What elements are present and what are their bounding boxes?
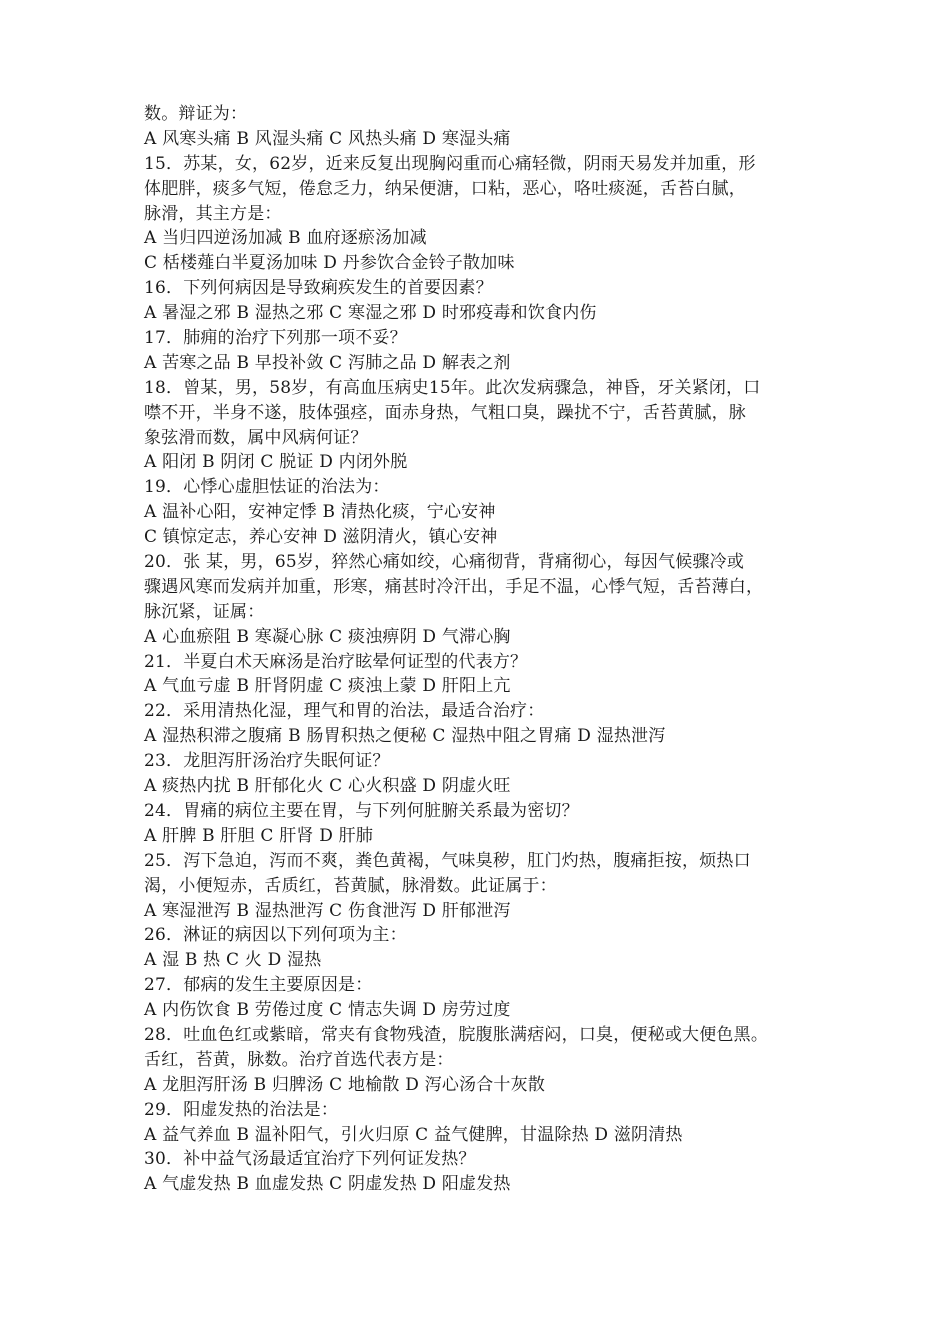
question-26: 26．淋证的病因以下列何项为主： bbox=[144, 925, 407, 946]
question-21: 21．半夏白术天麻汤是治疗眩晕何证型的代表方？ bbox=[144, 651, 528, 672]
answer-options: A 气血亏虚 B 肝肾阴虚 C 痰浊上蒙 D 肝阳上亢 bbox=[144, 676, 511, 697]
answer-options: A 风寒头痛 B 风湿头痛 C 风热头痛 D 寒湿头痛 bbox=[144, 128, 511, 149]
question-22: 22．采用清热化湿，理气和胃的治法，最适合治疗： bbox=[144, 701, 545, 722]
text-line: 噤不开，半身不遂，肢体强痉，面赤身热，气粗口臭，躁扰不宁，舌苔黄腻，脉 bbox=[144, 402, 746, 423]
question-29: 29．阳虚发热的治法是： bbox=[144, 1099, 339, 1120]
answer-options: C 镇惊定志，养心安神 D 滋阴清火，镇心安神 bbox=[144, 527, 498, 548]
text-line: 数。辩证为： bbox=[144, 104, 248, 124]
question-25: 25．泻下急迫，泻而不爽，粪色黄褐，气味臭秽，肛门灼热，腹痛拒按，烦热口 bbox=[144, 850, 751, 871]
question-20: 20．张 某，男，65岁，猝然心痛如绞，心痛彻背，背痛彻心，每因气候骤冷或 bbox=[144, 552, 745, 573]
answer-options: A 温补心阳，安神定悸 B 清热化痰，宁心安神 bbox=[144, 502, 496, 523]
question-17: 17．肺痈的治疗下列那一项不妥？ bbox=[144, 328, 407, 349]
question-23: 23．龙胆泻肝汤治疗失眠何证？ bbox=[144, 751, 390, 772]
text-line: 骤遇风寒而发病并加重，形寒，痛甚时冷汗出，手足不温，心悸气短，舌苔薄白， bbox=[144, 576, 764, 597]
text-line: 舌红，苔黄，脉数。治疗首选代表方是： bbox=[144, 1049, 454, 1070]
question-18: 18．曾某，男，58岁，有高血压病史15年。此次发病骤急，神昏，牙关紧闭，口 bbox=[144, 377, 761, 398]
text-line: 脉沉紧，证属： bbox=[144, 601, 265, 622]
answer-options: A 暑湿之邪 B 湿热之邪 C 寒湿之邪 D 时邪疫毒和饮食内伤 bbox=[144, 303, 597, 324]
question-24: 24．胃痛的病位主要在胃，与下列何脏腑关系最为密切？ bbox=[144, 800, 579, 821]
answer-options: A 肝脾 B 肝胆 C 肝肾 D 肝肺 bbox=[144, 825, 374, 846]
question-15: 15．苏某，女，62岁，近来反复出现胸闷重而心痛轻微，阴雨天易发并加重，形 bbox=[144, 153, 756, 174]
answer-options: A 阳闭 B 阴闭 C 脱证 D 内闭外脱 bbox=[144, 452, 408, 473]
answer-options: A 痰热内扰 B 肝郁化火 C 心火积盛 D 阴虚火旺 bbox=[144, 776, 511, 797]
answer-options: A 气虚发热 B 血虚发热 C 阴虚发热 D 阳虚发热 bbox=[144, 1174, 511, 1195]
text-line: 体肥胖，痰多气短，倦怠乏力，纳呆便溏，口粘，恶心，咯吐痰涎，舌苔白腻， bbox=[144, 178, 746, 199]
answer-options: C 栝楼薤白半夏汤加味 D 丹参饮合金铃子散加味 bbox=[144, 253, 515, 274]
answer-options: A 益气养血 B 温补阳气，引火归原 C 益气健脾，甘温除热 D 滋阴清热 bbox=[144, 1124, 683, 1145]
answer-options: A 心血瘀阻 B 寒凝心脉 C 痰浊痹阴 D 气滞心胸 bbox=[144, 626, 511, 647]
document-page bbox=[144, 102, 816, 1197]
answer-options: A 龙胆泻肝汤 B 归脾汤 C 地榆散 D 泻心汤合十灰散 bbox=[144, 1074, 546, 1095]
answer-options: A 湿 B 热 C 火 D 湿热 bbox=[144, 950, 322, 971]
text-line: 脉滑，其主方是： bbox=[144, 203, 282, 224]
answer-options: A 寒湿泄泻 B 湿热泄泻 C 伤食泄泻 D 肝郁泄泻 bbox=[144, 900, 511, 921]
answer-options: A 内伤饮食 B 劳倦过度 C 情志失调 D 房劳过度 bbox=[144, 1000, 511, 1021]
answer-options: A 当归四逆汤加减 B 血府逐瘀汤加减 bbox=[144, 228, 427, 249]
question-19: 19．心悸心虚胆怯证的治法为： bbox=[144, 477, 390, 498]
question-27: 27．郁病的发生主要原因是： bbox=[144, 975, 373, 996]
answer-options: A 湿热积滞之腹痛 B 肠胃积热之便秘 C 湿热中阻之胃痛 D 湿热泄泻 bbox=[144, 726, 666, 747]
question-28: 28．吐血色红或紫暗，常夹有食物残渣，脘腹胀满痞闷，口臭，便秘或大便色黑。 bbox=[144, 1024, 769, 1045]
text-line: 渴，小便短赤，舌质红，苔黄腻，脉滑数。此证属于： bbox=[144, 875, 557, 896]
answer-options: A 苦寒之品 B 早投补敛 C 泻肺之品 D 解表之剂 bbox=[144, 352, 511, 373]
question-16: 16．下列何病因是导致痢疾发生的首要因素？ bbox=[144, 278, 493, 299]
question-30: 30．补中益气汤最适宜治疗下列何证发热？ bbox=[144, 1149, 476, 1170]
text-line: 象弦滑而数，属中风病何证？ bbox=[144, 427, 368, 448]
